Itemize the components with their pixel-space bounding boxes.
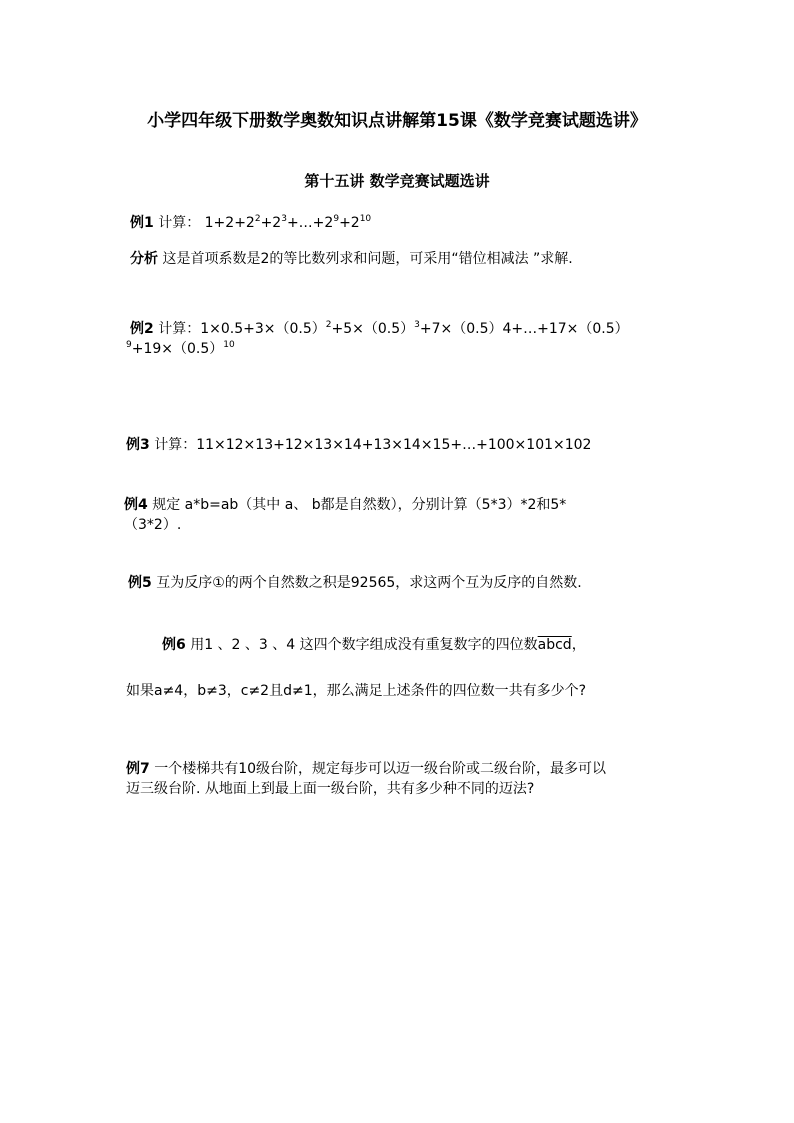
example-2-line-2: $^9+19\times(0.5)^{10}$ — [126, 340, 235, 357]
example-4-label: 例4 — [124, 497, 148, 513]
analysis — [130, 248, 573, 268]
example-1 — [130, 212, 371, 232]
example-5-label: 例5 — [128, 575, 152, 591]
example-3-text: 计算：11×12×13+12×13×14+13×14×15+…+100×101×102 — [149, 437, 592, 453]
example-1-text: 计算： $1+2+2^2+2^3+\dots+2^9+2^{10}$ — [153, 214, 372, 231]
example-4-line-1: 例4 规定 a*b=ab（其中 a、 b都是自然数），分别计算（5*3）*2和5* — [124, 497, 567, 513]
example-1-label: 例1 — [130, 215, 154, 231]
document-title: 小学四年级下册数学奥数知识点讲解第15课《数学竞赛试题选讲》 — [147, 111, 647, 131]
lecture-subtitle: 第十五讲 数学竞赛试题选讲 — [304, 172, 490, 190]
example-6-line-1: 例6 用1 、2 、3 、4 这四个数字组成没有重复数字的四位数abcd， — [162, 637, 586, 653]
example-2-label: 例2 — [130, 321, 154, 337]
analysis-label: 分析 — [130, 251, 158, 267]
example-6-line-2: 如果a≠4，b≠3，c≠2且d≠1，那么满足上述条件的四位数一共有多少个? — [126, 683, 587, 699]
example-7-line-1: 例7 一个楼梯共有10级台阶，规定每步可以迈一级台阶或二级台阶，最多可以 — [126, 761, 607, 777]
example-5-text: 互为反序①的两个自然数之积是92565，求这两个互为反序的自然数. — [151, 575, 582, 591]
example-6-label: 例6 — [162, 637, 186, 653]
example-7-label: 例7 — [126, 761, 150, 777]
example-4-line-2: （3*2）. — [124, 517, 182, 533]
example-3 — [126, 434, 591, 454]
example-5 — [128, 572, 582, 592]
four-digit-number: abcd — [537, 637, 572, 653]
example-2-line-1: 例2 计算：$1\times 0.5+3\times(0.5)^2+5\times(0.5)^3+7\times(0.5)4+\dots+17\times(0.5)$ — [130, 320, 629, 337]
example-7-line-2: 迈三级台阶. 从地面上到最上面一级台阶，共有多少种不同的迈法? — [126, 781, 535, 797]
analysis-text: 这是首项系数是2的等比数列求和问题，可采用“错位相减法 ”求解. — [158, 251, 573, 267]
example-3-label: 例3 — [126, 437, 150, 453]
